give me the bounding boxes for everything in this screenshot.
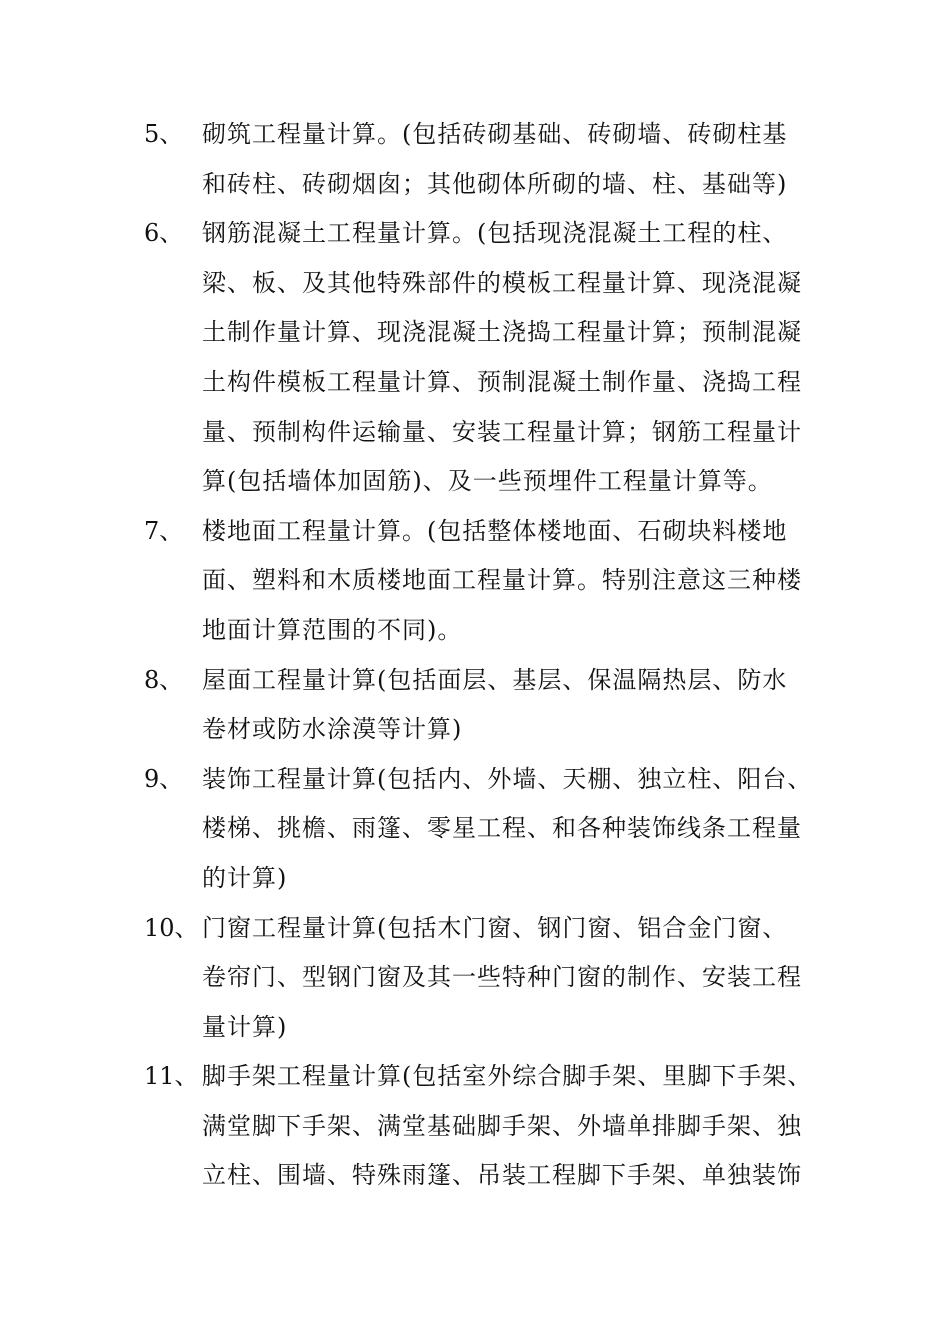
text-line: 卷帘门、型钢门窗及其一些特种门窗的制作、安装工程 <box>202 963 802 992</box>
list-item-8 <box>144 656 824 755</box>
item-number: 11、 <box>144 1062 199 1091</box>
text-line: 满堂脚下手架、满堂基础脚手架、外墙单排脚手架、独 <box>202 1111 802 1140</box>
list-item-9 <box>144 755 824 904</box>
text-line: 量、预制构件运输量、安装工程量计算；钢筋工程量计 <box>202 417 802 446</box>
text-line: 卷材或防水涂漠等计算) <box>202 715 463 744</box>
item-number: 6、 <box>144 219 184 248</box>
text-line: 屋面工程量计算(包括面层、基层、保温隔热层、防水 <box>202 665 788 694</box>
text-line: 地面计算范围的不同)。 <box>202 615 463 644</box>
text-line: 装饰工程量计算(包括内、外墙、天棚、独立柱、阳台、 <box>202 764 813 793</box>
numbered-list <box>144 110 824 1201</box>
text-line: 砌筑工程量计算。(包括砖砌基础、砖砌墙、砖砌柱基 <box>202 120 788 148</box>
text-line: 面、塑料和木质楼地面工程量计算。特别注意这三种楼 <box>202 566 802 595</box>
text-line: 量计算) <box>202 1012 288 1041</box>
text-line: 脚手架工程量计算(包括室外综合脚手架、里脚下手架、 <box>202 1062 813 1091</box>
list-item-11 <box>144 1052 824 1201</box>
text-line: 门窗工程量计算(包括木门窗、钢门窗、铝合金门窗、 <box>202 913 788 942</box>
text-line: 梁、板、及其他特殊部件的模板工程量计算、现浇混凝 <box>202 268 802 297</box>
item-number: 9、 <box>144 764 184 793</box>
item-number: 10、 <box>144 913 199 942</box>
text-line: 楼梯、挑檐、雨篷、零星工程、和各种装饰线条工程量 <box>202 814 802 843</box>
text-line: 楼地面工程量计算。(包括整体楼地面、石砌块料楼地 <box>202 516 788 545</box>
text-line: 算(包括墙体加固筋)、及一些预埋件工程量计算等。 <box>202 467 773 496</box>
text-line: 立柱、围墙、特殊雨篷、吊装工程脚下手架、单独装饰 <box>202 1161 802 1190</box>
item-number: 7、 <box>144 516 184 545</box>
text-line: 土构件模板工程量计算、预制混凝土制作量、浇捣工程 <box>202 367 802 396</box>
text-line: 和砖柱、砖砌烟囱；其他砌体所砌的墙、柱、基础等) <box>202 169 788 198</box>
text-line: 土制作量计算、现浇混凝土浇捣工程量计算；预制混凝 <box>202 318 802 347</box>
text-line: 的计算) <box>202 863 288 892</box>
list-item-5 <box>144 110 824 209</box>
list-item-6 <box>144 209 824 507</box>
text-line: 钢筋混凝土工程量计算。(包括现浇混凝土工程的柱、 <box>202 219 788 248</box>
list-item-10 <box>144 904 824 1053</box>
item-number: 5、 <box>144 120 184 148</box>
list-item-7 <box>144 507 824 656</box>
item-number: 8、 <box>144 665 184 694</box>
